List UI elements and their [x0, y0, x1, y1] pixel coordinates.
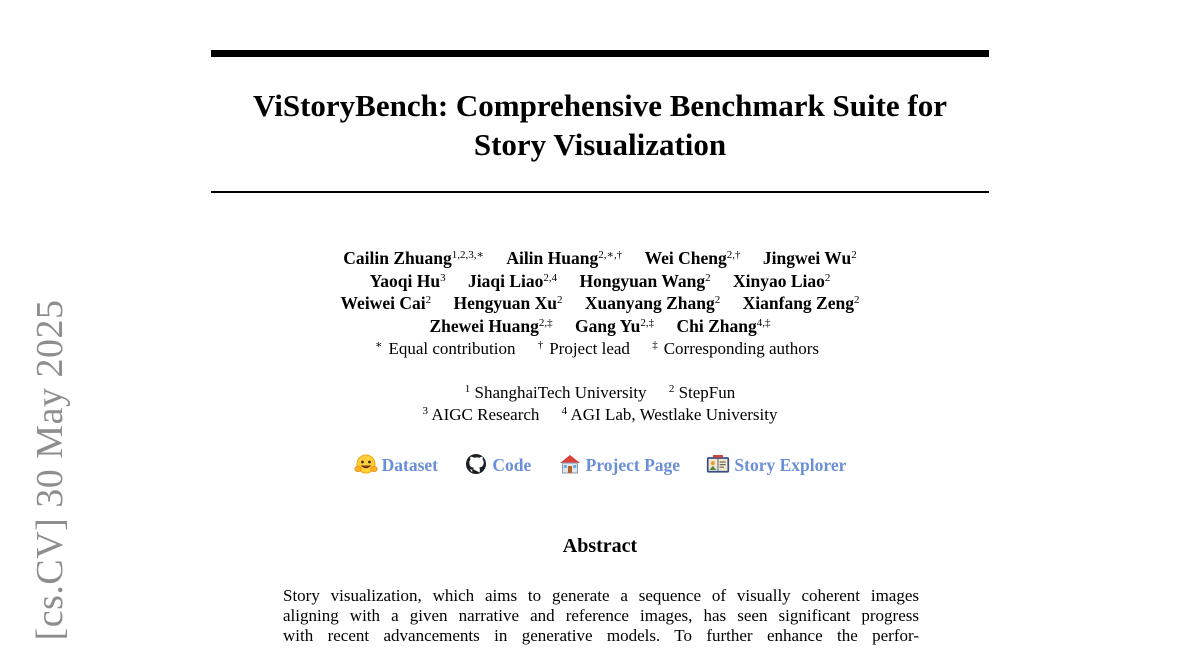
author-notes — [211, 338, 989, 360]
code-link[interactable] — [464, 452, 531, 478]
author: Jiaqi Liao$^{2,4}$ — [467, 270, 558, 291]
abstract-heading: Abstract — [562, 535, 638, 557]
arxiv-stamp-text: [cs.CV] 30 May 2025 — [29, 299, 71, 641]
affiliations — [211, 382, 989, 426]
author: Cailin Zhuang$^{1,2,3,∗}$ — [343, 248, 484, 268]
note: ‡ Corresponding authors — [652, 339, 820, 358]
dataset-link[interactable] — [354, 452, 438, 478]
house-icon — [558, 453, 582, 475]
affiliation: $^2$ StepFun — [668, 383, 736, 402]
author: Gang $Yu^{2,\ddagger}$ — [575, 315, 655, 336]
author: Hongyuan Wang$^2$ — [579, 270, 711, 291]
arxiv-stamp — [25, 295, 75, 645]
abstract-line: aligning with a given narrative and reference images, has seen significant progress — [283, 606, 919, 625]
author: Zhewei Huang$^{2,\ddagger}$ — [429, 315, 553, 336]
author: Jingwei Wu$^2$ — [762, 248, 857, 268]
author-list — [211, 247, 989, 337]
abstract-line: Story visualization, which aims to generate a sequence of visually coherent images — [283, 586, 919, 605]
paper-title — [211, 86, 989, 164]
author: Xinyao Liao$^2$ — [733, 270, 831, 291]
dataset-link-label: Dataset — [381, 455, 438, 475]
author: Wei Cheng$^{2,\dagger}$ — [644, 248, 741, 268]
abstract-line: with recent advancements in generative models. To further enhance the perfor- — [283, 626, 919, 645]
author-line — [211, 315, 989, 338]
affiliation: $^1$ ShanghaiTech University — [464, 383, 647, 402]
affiliation: $^4$ AGI Lab, Westlake University — [561, 405, 778, 424]
github-icon — [464, 453, 488, 475]
author: Hengyuan Xu$^2$ — [453, 293, 563, 313]
paper-title-line-2: Story Visualization — [473, 127, 727, 162]
title-bottom-rule — [211, 191, 989, 193]
project-page-link[interactable] — [558, 452, 680, 478]
affiliation-line — [211, 382, 989, 404]
project-page-link-label: Project Page — [585, 455, 681, 475]
hugging-face-icon — [354, 453, 378, 475]
author-line — [211, 270, 989, 293]
note: † Project lead — [537, 339, 630, 358]
author: Xianfang Zeng$^2$ — [742, 293, 860, 313]
code-link-label: Code — [492, 455, 532, 475]
author: Yaoqi Hu$^3$ — [369, 270, 446, 291]
resource-links — [211, 452, 989, 478]
author-line — [211, 292, 989, 315]
abstract-body — [283, 586, 919, 646]
author: Chi Zhang$^{4,\ddagger}$ — [676, 315, 771, 336]
story-explorer-link[interactable] — [706, 452, 846, 478]
note: ∗ Equal contribution — [374, 339, 516, 358]
author-line — [211, 247, 989, 270]
story-explorer-link-label: Story Explorer — [734, 455, 847, 475]
author: Weiwei Cai$^2$ — [340, 293, 432, 313]
paper-title-line-1: ViStoryBench: Comprehensive Benchmark Suite for — [252, 88, 948, 123]
author: Xuanyang Zhang$^2$ — [584, 293, 721, 313]
title-top-rule — [211, 50, 989, 57]
affiliation: $^3$ AIGC Research — [422, 405, 540, 424]
story-books-icon — [706, 453, 730, 475]
author: Ailin Huang$^{2,∗,\dagger}$ — [506, 248, 623, 268]
affiliation-line — [211, 404, 989, 426]
